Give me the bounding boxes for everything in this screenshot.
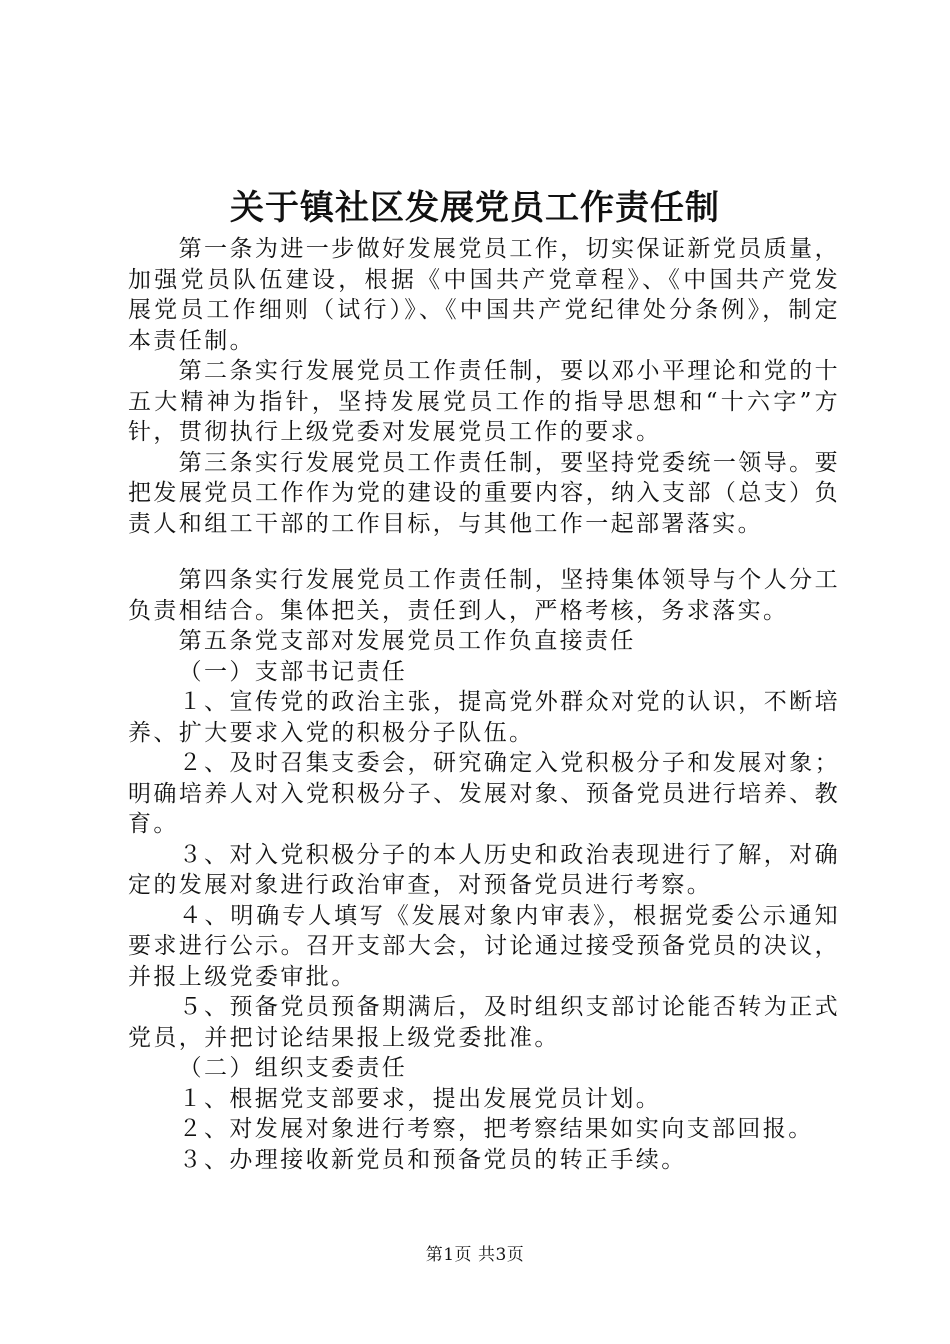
list-item-secretary-1: １、宣传党的政治主张，提高党外群众对党的认识，不断培养、扩大要求入党的积极分子队伍。: [128, 689, 840, 746]
list-item-secretary-2: ２、及时召集支委会，研究确定入党积极分子和发展对象；明确培养人对入党积极分子、发展对象、预备党员进行培养、教育。: [128, 750, 840, 837]
paragraph-article-4: 第四条实行发展党员工作责任制，坚持集体领导与个人分工负责相结合。集体把关，责任到人，严格考核，务求落实。: [128, 567, 840, 624]
paragraph-article-1: 第一条为进一步做好发展党员工作，切实保证新党员质量，加强党员队伍建设，根据《中国共产党章程》、《中国共产党发展党员工作细则（试行）》、《中国共产党纪律处分条例》，制定本责任制。: [128, 236, 840, 354]
paragraph-article-5: 第五条党支部对发展党员工作负直接责任: [178, 628, 636, 654]
list-item-committee-2: ２、对发展对象进行考察，把考察结果如实向支部回报。: [178, 1116, 814, 1142]
list-item-secretary-4: ４、明确专人填写《发展对象内审表》，根据党委公示通知要求进行公示。召开支部大会，讨论通过接受预备党员的决议，并报上级党委审批。: [128, 902, 840, 990]
list-item-secretary-3: ３、对入党积极分子的本人历史和政治表现进行了解，对确定的发展对象进行政治审查，对预备党员进行考察。: [128, 841, 840, 898]
paragraph-article-3: 第三条实行发展党员工作责任制，要坚持党委统一领导。要把发展党员工作作为党的建设的重要内容，纳入支部（总支）负责人和组工干部的工作目标，与其他工作一起部署落实。: [128, 449, 840, 537]
list-item-committee-1: １、根据党支部要求，提出发展党员计划。: [178, 1085, 662, 1112]
document-title: 关于镇社区发展党员工作责任制: [230, 188, 720, 228]
paragraph-article-2: 第二条实行发展党员工作责任制，要以邓小平理论和党的十五大精神为指针，坚持发展党员工作的指导思想和“十六字”方针，贯彻执行上级党委对发展党员工作的要求。: [128, 358, 840, 445]
section-heading-secretary: （一）支部书记责任: [178, 658, 408, 685]
section-heading-committee: （二）组织支委责任: [178, 1055, 408, 1081]
list-item-secretary-5: ５、预备党员预备期满后，及时组织支部讨论能否转为正式党员，并把讨论结果报上级党委批准。: [128, 994, 840, 1051]
list-item-committee-3: ３、办理接收新党员和预备党员的转正手续。: [178, 1146, 687, 1173]
document-body: [128, 234, 840, 1175]
page-footer: 第1页 共3页: [425, 1245, 525, 1265]
